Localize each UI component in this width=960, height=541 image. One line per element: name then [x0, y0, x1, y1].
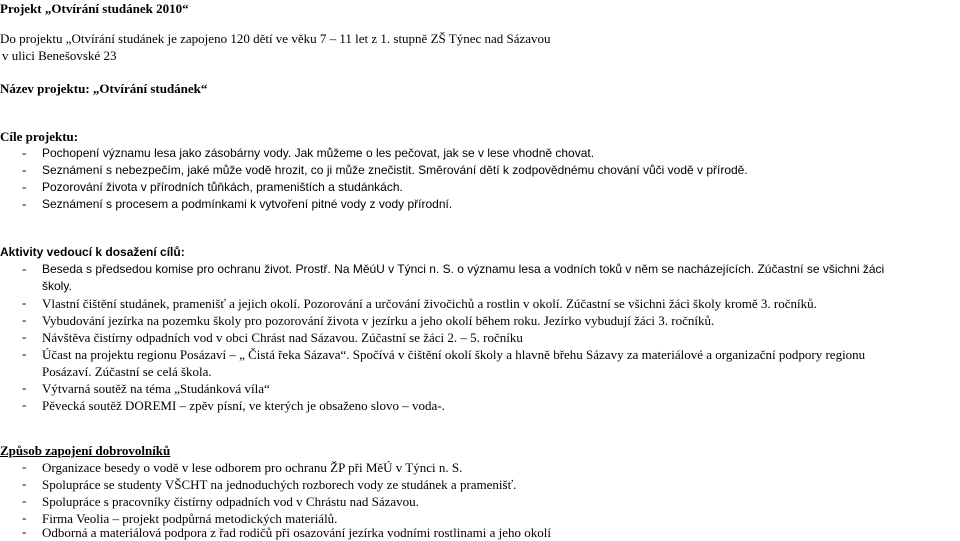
activity-item: Účast na projektu regionu Posázaví – „ Čistá řeka Sázava“. Spočívá v čištění okolí školy a hlavně břehu Sázavy za materiálové a organizační podpory regionu	[42, 347, 866, 362]
activity-item: Vybudování jezírka na pozemku školy pro pozorování života v jezírku a jeho okolí během roku. Jezírko vybudují žáci 3. ročníků.	[42, 313, 715, 328]
activities-heading: Aktivity vedoucí k dosažení cílů:	[0, 245, 185, 259]
cooperation-heading: Způsob zapojení dobrovolníků	[0, 443, 171, 458]
activity-item-continuation: Posázaví. Zúčastní se celá škola.	[42, 364, 212, 379]
bullet-dash: -	[22, 493, 27, 508]
bullet-dash: -	[22, 476, 27, 491]
bullet-dash: -	[22, 162, 27, 177]
cooperation-item: Spolupráce se studenty VŠCHT na jednoduchých rozborech vody ze studánek a pramenišť.	[42, 477, 517, 492]
bullet-dash: -	[22, 261, 27, 276]
cooperation-item: Organizace besedy o vodě v lese odborem pro ochranu ŽP při MěÚ v Týnci n. S.	[42, 460, 463, 475]
goal-item: Seznámení s procesem a podmínkami k vytvoření pitné vody z vody přírodní.	[42, 197, 453, 211]
goals-heading: Cíle projektu:	[0, 129, 79, 144]
bullet-dash: -	[22, 380, 27, 395]
intro-line: Do projektu „Otvírání studánek je zapojeno 120 dětí ve věku 7 – 11 let z 1. stupně ZŠ Týnec nad Sázavou	[0, 31, 551, 46]
activity-item: Vlastní čištění studánek, pramenišť a jejich okolí. Pozorování a určování živočichů a rostlin v okolí. Zúčastní se všichni žáci školy kromě 3. ročníků.	[42, 296, 817, 311]
activity-item: Návštěva čistírny odpadních vod v obci Chrást nad Sázavou. Zúčastní se žáci 2. – 5. ročníku	[42, 330, 523, 345]
bullet-dash: -	[22, 346, 27, 361]
cooperation-item: Odborná a materiálová podpora z řad rodičů při osazování jezírka vodními rostlinami a jeho okolí	[42, 525, 552, 540]
bullet-dash: -	[22, 459, 27, 474]
bullet-dash: -	[22, 145, 27, 160]
activity-item: Pěvecká soutěž DOREMI – zpěv písní, ve kterých je obsaženo slovo – voda-.	[42, 398, 445, 413]
bullet-dash: -	[22, 312, 27, 327]
document-title: Projekt „Otvírání studánek 2010“	[0, 1, 189, 16]
bullet-dash: -	[22, 295, 27, 310]
activity-item: Výtvarná soutěž na téma „Studánková víla“	[42, 381, 270, 396]
bullet-dash: -	[22, 329, 27, 344]
bullet-dash: -	[22, 397, 27, 412]
activity-item: Beseda s předsedou komise pro ochranu život. Prostř. Na MěúU v Týnci n. S. o významu lesa a vodních toků v něm se nacházejících. Zúčastní se všichni žáci	[42, 262, 885, 276]
bullet-dash: -	[22, 196, 27, 211]
goal-item: Seznámení s nebezpečím, jaké může vodě hrozit, co ji může znečistit. Směrování dětí k zodpovědnému chování vůči vodě v přírodě.	[42, 163, 748, 177]
goal-item: Pozorování života v přírodních tůňkách, prameništích a studánkách.	[42, 180, 403, 194]
bullet-dash: -	[22, 179, 27, 194]
cooperation-item: Spolupráce s pracovníky čistírny odpadních vod v Chrástu nad Sázavou.	[42, 494, 419, 509]
bullet-dash: -	[22, 510, 27, 525]
intro-line: v ulici Benešovské 23	[2, 48, 117, 63]
project-name: Název projektu: „Otvírání studánek“	[0, 81, 208, 96]
bullet-dash: -	[22, 524, 27, 539]
activity-item-continuation: školy.	[42, 279, 72, 293]
goal-item: Pochopení významu lesa jako zásobárny vody. Jak můžeme o les pečovat, jak se v lese vhodně chovat.	[42, 146, 595, 160]
cooperation-item: Firma Veolia – projekt podpůrná metodických materiálů.	[42, 511, 338, 526]
